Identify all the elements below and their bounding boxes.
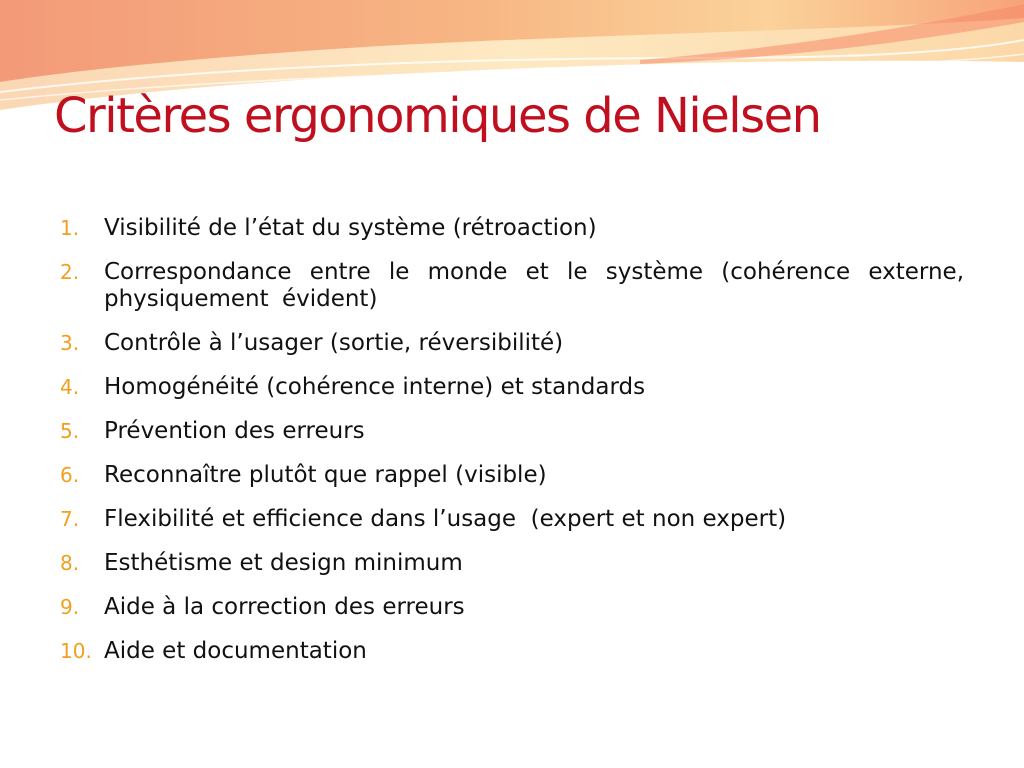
list-item [60,418,964,445]
list-item-text: Aide à la correction des erreurs [104,594,465,620]
list-item-number: 2. [60,260,80,284]
list-item-number: 10. [60,639,92,663]
list-item-text: Contrôle à l’usager (sortie, réversibilité) [104,330,564,356]
list-item [60,215,964,242]
list-item [60,506,964,533]
list-item-number: 5. [60,419,80,443]
list-item-text: Prévention des erreurs [104,418,365,444]
list-item [60,374,964,401]
list-item-text: Aide et documentation [104,638,367,664]
list-item-number: 8. [60,551,80,575]
list-item-number: 9. [60,595,80,619]
list-item-text: Visibilité de l’état du système (rétroaction) [104,215,597,241]
list-item [60,330,964,357]
list-item-text: Flexibilité et efficience dans l’usage (expert et non expert) [104,506,787,532]
list-item [60,259,964,313]
list-item-number: 7. [60,507,80,531]
slide-title: Critères ergonomiques de Nielsen [54,88,821,144]
list-item-text: Correspondance entre le monde et le système (cohérence externe, physiquement évident) [104,259,964,312]
list-item-number: 3. [60,331,80,355]
list-item-number: 4. [60,375,80,399]
list-item-text: Esthétisme et design minimum [104,550,463,576]
list-item [60,462,964,489]
list-item-text: Reconnaître plutôt que rappel (visible) [104,462,547,488]
list-item-number: 1. [60,216,80,240]
list-item [60,550,964,577]
list-item-number: 6. [60,463,80,487]
list-item [60,638,964,665]
list-item-text: Homogénéité (cohérence interne) et standards [104,374,646,400]
criteria-list [60,215,964,682]
list-item [60,594,964,621]
